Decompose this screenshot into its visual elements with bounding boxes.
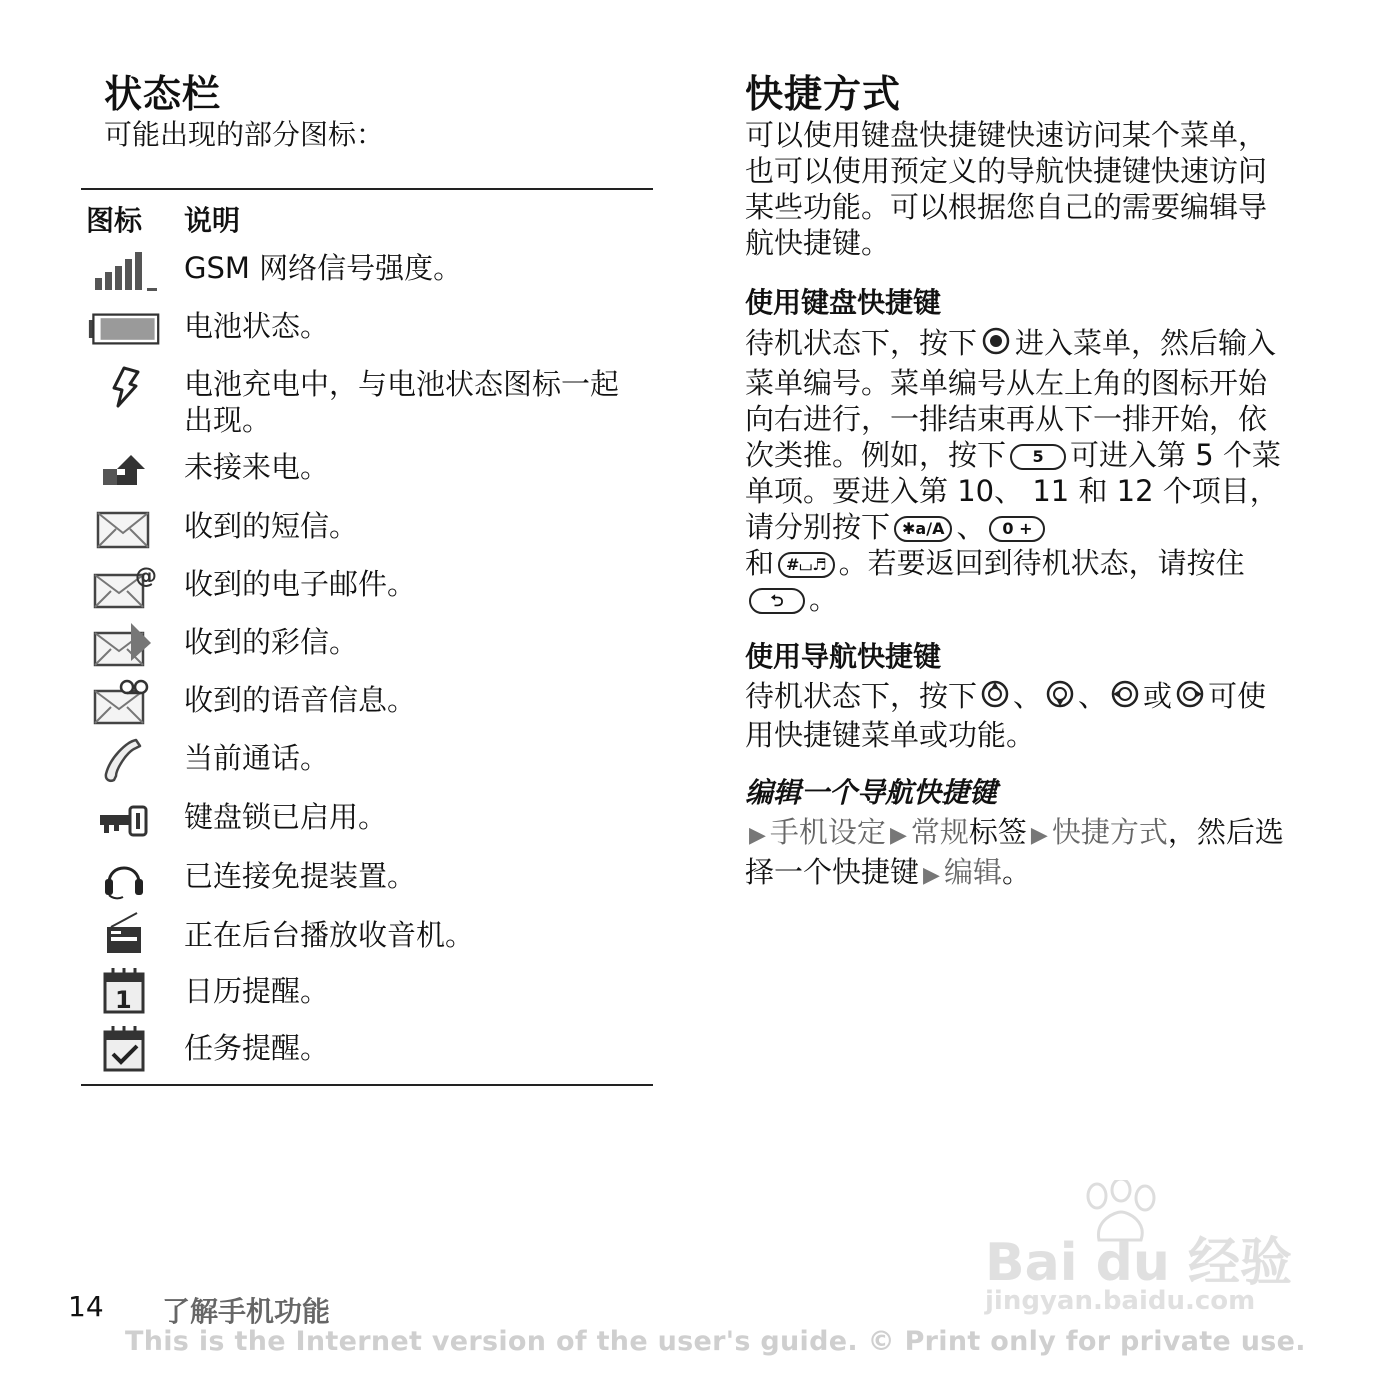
keypad-text: 待机状态下，按下 [745,326,978,360]
menu-path-item: 手机设定 [769,815,886,849]
section-subtitle: 可能出现的部分图标： [104,118,385,151]
table-row-desc: GSM 网络信号强度。 [184,251,463,285]
table-row-desc: 电池充电中，与电池状态图标一起出现。 [184,367,620,437]
sms-icon [88,504,160,554]
calendar-reminder-icon [88,966,160,1016]
watermark-url: jingyan.baidu.com [985,1286,1256,1316]
keypad-shortcuts-heading: 使用键盘快捷键 [745,286,942,319]
edit-text: 。 [1001,855,1031,889]
watermark-logo: Bai du 经验 [985,1233,1292,1293]
section-title-status-bar: 状态栏 [104,72,222,116]
nav-left-key-icon [1110,679,1140,717]
separator: 、 [956,510,986,544]
keypad-text: 进入菜单，然后输入菜单编号。菜单编号从左上角的图标开始向右进行，一排结束再从下一排开始，依次类推。例如，按下 [745,326,1277,472]
key-star-icon: ✱a/A [894,516,952,542]
nav-text: 可使用快捷键菜单或功能。 [745,679,1267,752]
edit-shortcut-path [745,814,1293,894]
table-top-rule [81,188,653,190]
table-row-desc: 任务提醒。 [184,1031,330,1065]
arrow-right-icon: ▶ [1030,823,1048,848]
keypad-text: 。若要返回到待机状态，请按住 [838,546,1245,580]
baidu-watermark [985,1180,1305,1320]
battery-icon [88,304,160,354]
nav-text: 待机状态下，按下 [745,679,978,713]
mms-icon [88,620,160,670]
nav-text: 或 [1143,679,1173,713]
nav-shortcuts-heading: 使用导航快捷键 [745,640,942,673]
table-bottom-rule [81,1084,653,1086]
key-hash-icon: #⌴♬ [778,552,835,578]
table-row-desc: 当前通话。 [184,741,330,775]
separator: 、 [1078,679,1108,713]
table-row-desc: 收到的彩信。 [184,625,359,659]
table-row-desc: 未接来电。 [184,450,330,484]
table-row-desc: 已连接免提装置。 [184,859,417,893]
keypad-shortcuts-body [745,325,1293,617]
edit-text: ，然后选择一个快捷键 [745,815,1284,889]
svg-text:@: @ [135,564,157,589]
edit-shortcut-heading: 编辑一个导航快捷键 [745,776,998,809]
table-header-description: 说明 [184,204,241,237]
radio-icon [88,910,160,960]
menu-path-item: 常规 [910,815,969,849]
svg-text:1: 1 [115,986,132,1014]
shortcuts-intro: 可以使用键盘快捷键快速访问某个菜单，也可以使用预定义的导航快捷键快速访问某些功能。可以根据您自己的需要编辑导航快捷键。 [745,118,1268,260]
table-header-icon: 图标 [86,204,143,237]
arrow-right-icon: ▶ [889,823,907,848]
arrow-right-icon: ▶ [923,863,940,888]
keypad-text: 可进入第 5 个菜单项。要进入第 10、 11 和 12 个项目，请分别按下 [745,438,1281,544]
nav-down-key-icon [1045,679,1075,717]
handsfree-icon [88,852,160,902]
table-row-desc: 正在后台播放收音机。 [184,918,475,952]
page-number: 14 [68,1290,104,1323]
charging-icon [88,362,160,412]
keypad-text: 。 [809,582,839,616]
footer-section-title: 了解手机功能 [162,1295,331,1328]
voicemail-icon [88,678,160,728]
table-row-desc: 收到的短信。 [184,509,359,543]
table-row-desc: 键盘锁已启用。 [184,800,388,834]
email-icon [88,562,160,612]
missed-call-icon [88,444,160,494]
signal-strength-icon [88,246,160,296]
key-5-icon: 5 [1010,444,1066,470]
table-row-desc: 日历提醒。 [184,974,330,1008]
keypad-lock-icon [88,796,160,846]
table-row-desc: 电池状态。 [184,309,330,343]
footer-note: This is the Internet version of the user's guide. © Print only for private use. [125,1326,1306,1357]
menu-path-item: 快捷方式 [1051,815,1168,849]
section-title-shortcuts: 快捷方式 [745,72,902,116]
ongoing-call-icon [88,736,160,786]
key-zero-icon: 0 + [989,516,1045,542]
menu-path-item: 标签 [968,815,1027,849]
separator: 、 [1013,679,1043,713]
nav-right-key-icon [1175,679,1205,717]
keypad-text: 和 [745,546,775,580]
task-reminder-icon [88,1024,160,1074]
table-row-desc: 收到的语音信息。 [184,683,417,717]
arrow-right-icon: ▶ [749,823,766,848]
center-select-key-icon [980,325,1012,365]
nav-shortcuts-body [745,678,1293,753]
back-key-icon: ⮌ [749,588,805,614]
table-row-desc: 收到的电子邮件。 [184,567,417,601]
nav-up-key-icon [980,679,1010,717]
menu-path-item: 编辑 [943,855,1002,889]
